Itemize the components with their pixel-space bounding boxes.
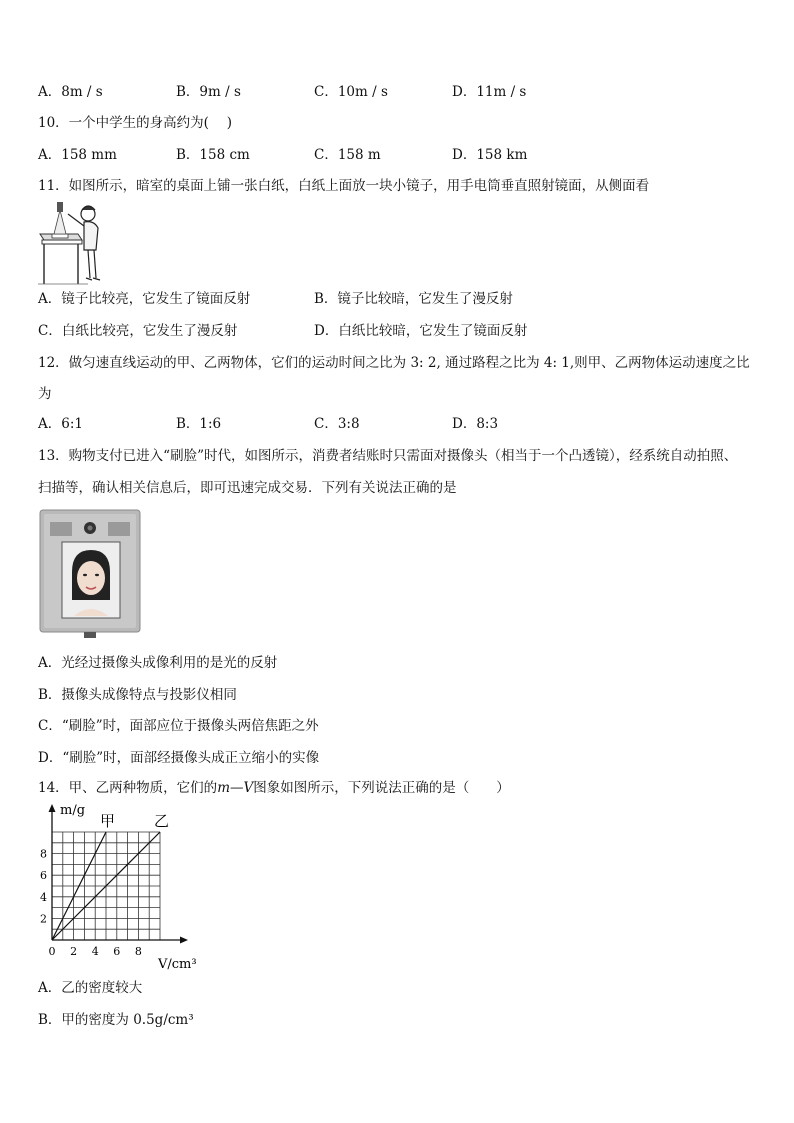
q13-option-d: D．“刷脸”时，面部经摄像头成正立缩小的实像 xyxy=(38,750,320,766)
series-label: 甲 xyxy=(100,812,116,830)
q12-stem-line1: 12．做匀速直线运动的甲、乙两物体，它们的运动时间之比为 3: 2, 通过路程之比为 4: 1,则甲、乙两物体运动速度之比 xyxy=(38,355,750,371)
q13-figure-face-payment-terminal xyxy=(38,508,144,640)
y-tick-label: 8 xyxy=(40,847,47,861)
q9-option-a: A．8m / s xyxy=(38,84,103,100)
terminal-sensor-left xyxy=(50,522,72,536)
q14-stem-pre: 14．甲、乙两种物质，它们的 xyxy=(38,780,218,796)
q10-option-c: C．158 m xyxy=(314,147,381,163)
series-label: 乙 xyxy=(154,812,170,830)
light-beam xyxy=(54,210,66,234)
q14-stem xyxy=(38,778,510,798)
q11-option-d: D．白纸比较暗，它发生了镜面反射 xyxy=(314,323,528,339)
x-axis-label: V/cm³ xyxy=(158,957,197,972)
q11-option-c: C．白纸比较亮，它发生了漫反射 xyxy=(38,323,238,339)
terminal-stand xyxy=(84,632,96,638)
q10-option-d: D．158 km xyxy=(452,147,528,163)
q13-option-b: B．摄像头成像特点与投影仪相同 xyxy=(38,687,237,703)
y-axis-arrow-icon xyxy=(49,804,56,812)
q10-option-a: A．158 mm xyxy=(38,147,117,163)
x-tick-label: 8 xyxy=(134,945,142,958)
terminal-sensor-right xyxy=(108,522,130,536)
q9-option-b: B．9m / s xyxy=(176,84,241,100)
q12-option-a: A．6:1 xyxy=(38,416,83,432)
x-tick-label: 4 xyxy=(91,945,99,958)
q14-option-b: B．甲的密度为 0.5g/cm³ xyxy=(38,1012,194,1028)
q9-option-d: D．11m / s xyxy=(452,84,527,100)
q10-stem: 10．一个中学生的身高约为( ) xyxy=(38,115,233,131)
q14-option-a: A．乙的密度较大 xyxy=(38,980,143,996)
x-tick-label: 6 xyxy=(113,945,121,958)
q11-option-b: B．镜子比较暗，它发生了漫反射 xyxy=(314,291,513,307)
y-axis-label: m/g xyxy=(60,804,86,818)
y-tick-label: 2 xyxy=(40,912,47,926)
q13-stem-line2: 扫描等，确认相关信息后，即可迅速完成交易．下列有关说法正确的是 xyxy=(38,480,457,496)
q12-stem-line2: 为 xyxy=(38,386,52,402)
y-tick-label: 4 xyxy=(40,890,47,904)
q13-option-c: C．“刷脸”时，面部应位于摄像头两倍焦距之外 xyxy=(38,718,319,734)
q12-option-b: B．1:6 xyxy=(176,416,222,432)
q13-option-a: A．光经过摄像头成像利用的是光的反射 xyxy=(38,655,278,671)
q9-option-c: C．10m / s xyxy=(314,84,388,100)
x-axis-arrow-icon xyxy=(180,937,188,944)
chart-labels xyxy=(40,804,197,972)
q11-stem: 11．如图所示，暗室的桌面上铺一张白纸，白纸上面放一块小镜子，用手电筒垂直照射镜面，从侧面看 xyxy=(38,178,650,194)
q14-stem-mv: m—V xyxy=(217,780,254,796)
q12-option-d: D．8:3 xyxy=(452,416,499,432)
x-tick-label: 2 xyxy=(70,945,78,958)
y-tick-label: 6 xyxy=(40,869,47,883)
flashlight-icon xyxy=(57,202,63,212)
q12-option-c: C．3:8 xyxy=(314,416,360,432)
table-illustration xyxy=(38,234,88,284)
q14-mv-chart xyxy=(34,804,214,972)
q11-figure-flashlight-mirror xyxy=(38,198,114,288)
paper-mirror xyxy=(52,234,68,238)
q10-option-b: B．158 cm xyxy=(176,147,250,163)
q13-stem-line1: 13．购物支付已进入“刷脸”时代，如图所示，消费者结账时只需面对摄像头（相当于一个凸透镜），经系统自动拍照、 xyxy=(38,448,738,464)
q11-option-a: A．镜子比较亮，它发生了镜面反射 xyxy=(38,291,251,307)
q14-stem-post: 图象如图所示，下列说法正确的是（ ） xyxy=(253,780,510,796)
x-tick-label: 0 xyxy=(48,945,56,958)
